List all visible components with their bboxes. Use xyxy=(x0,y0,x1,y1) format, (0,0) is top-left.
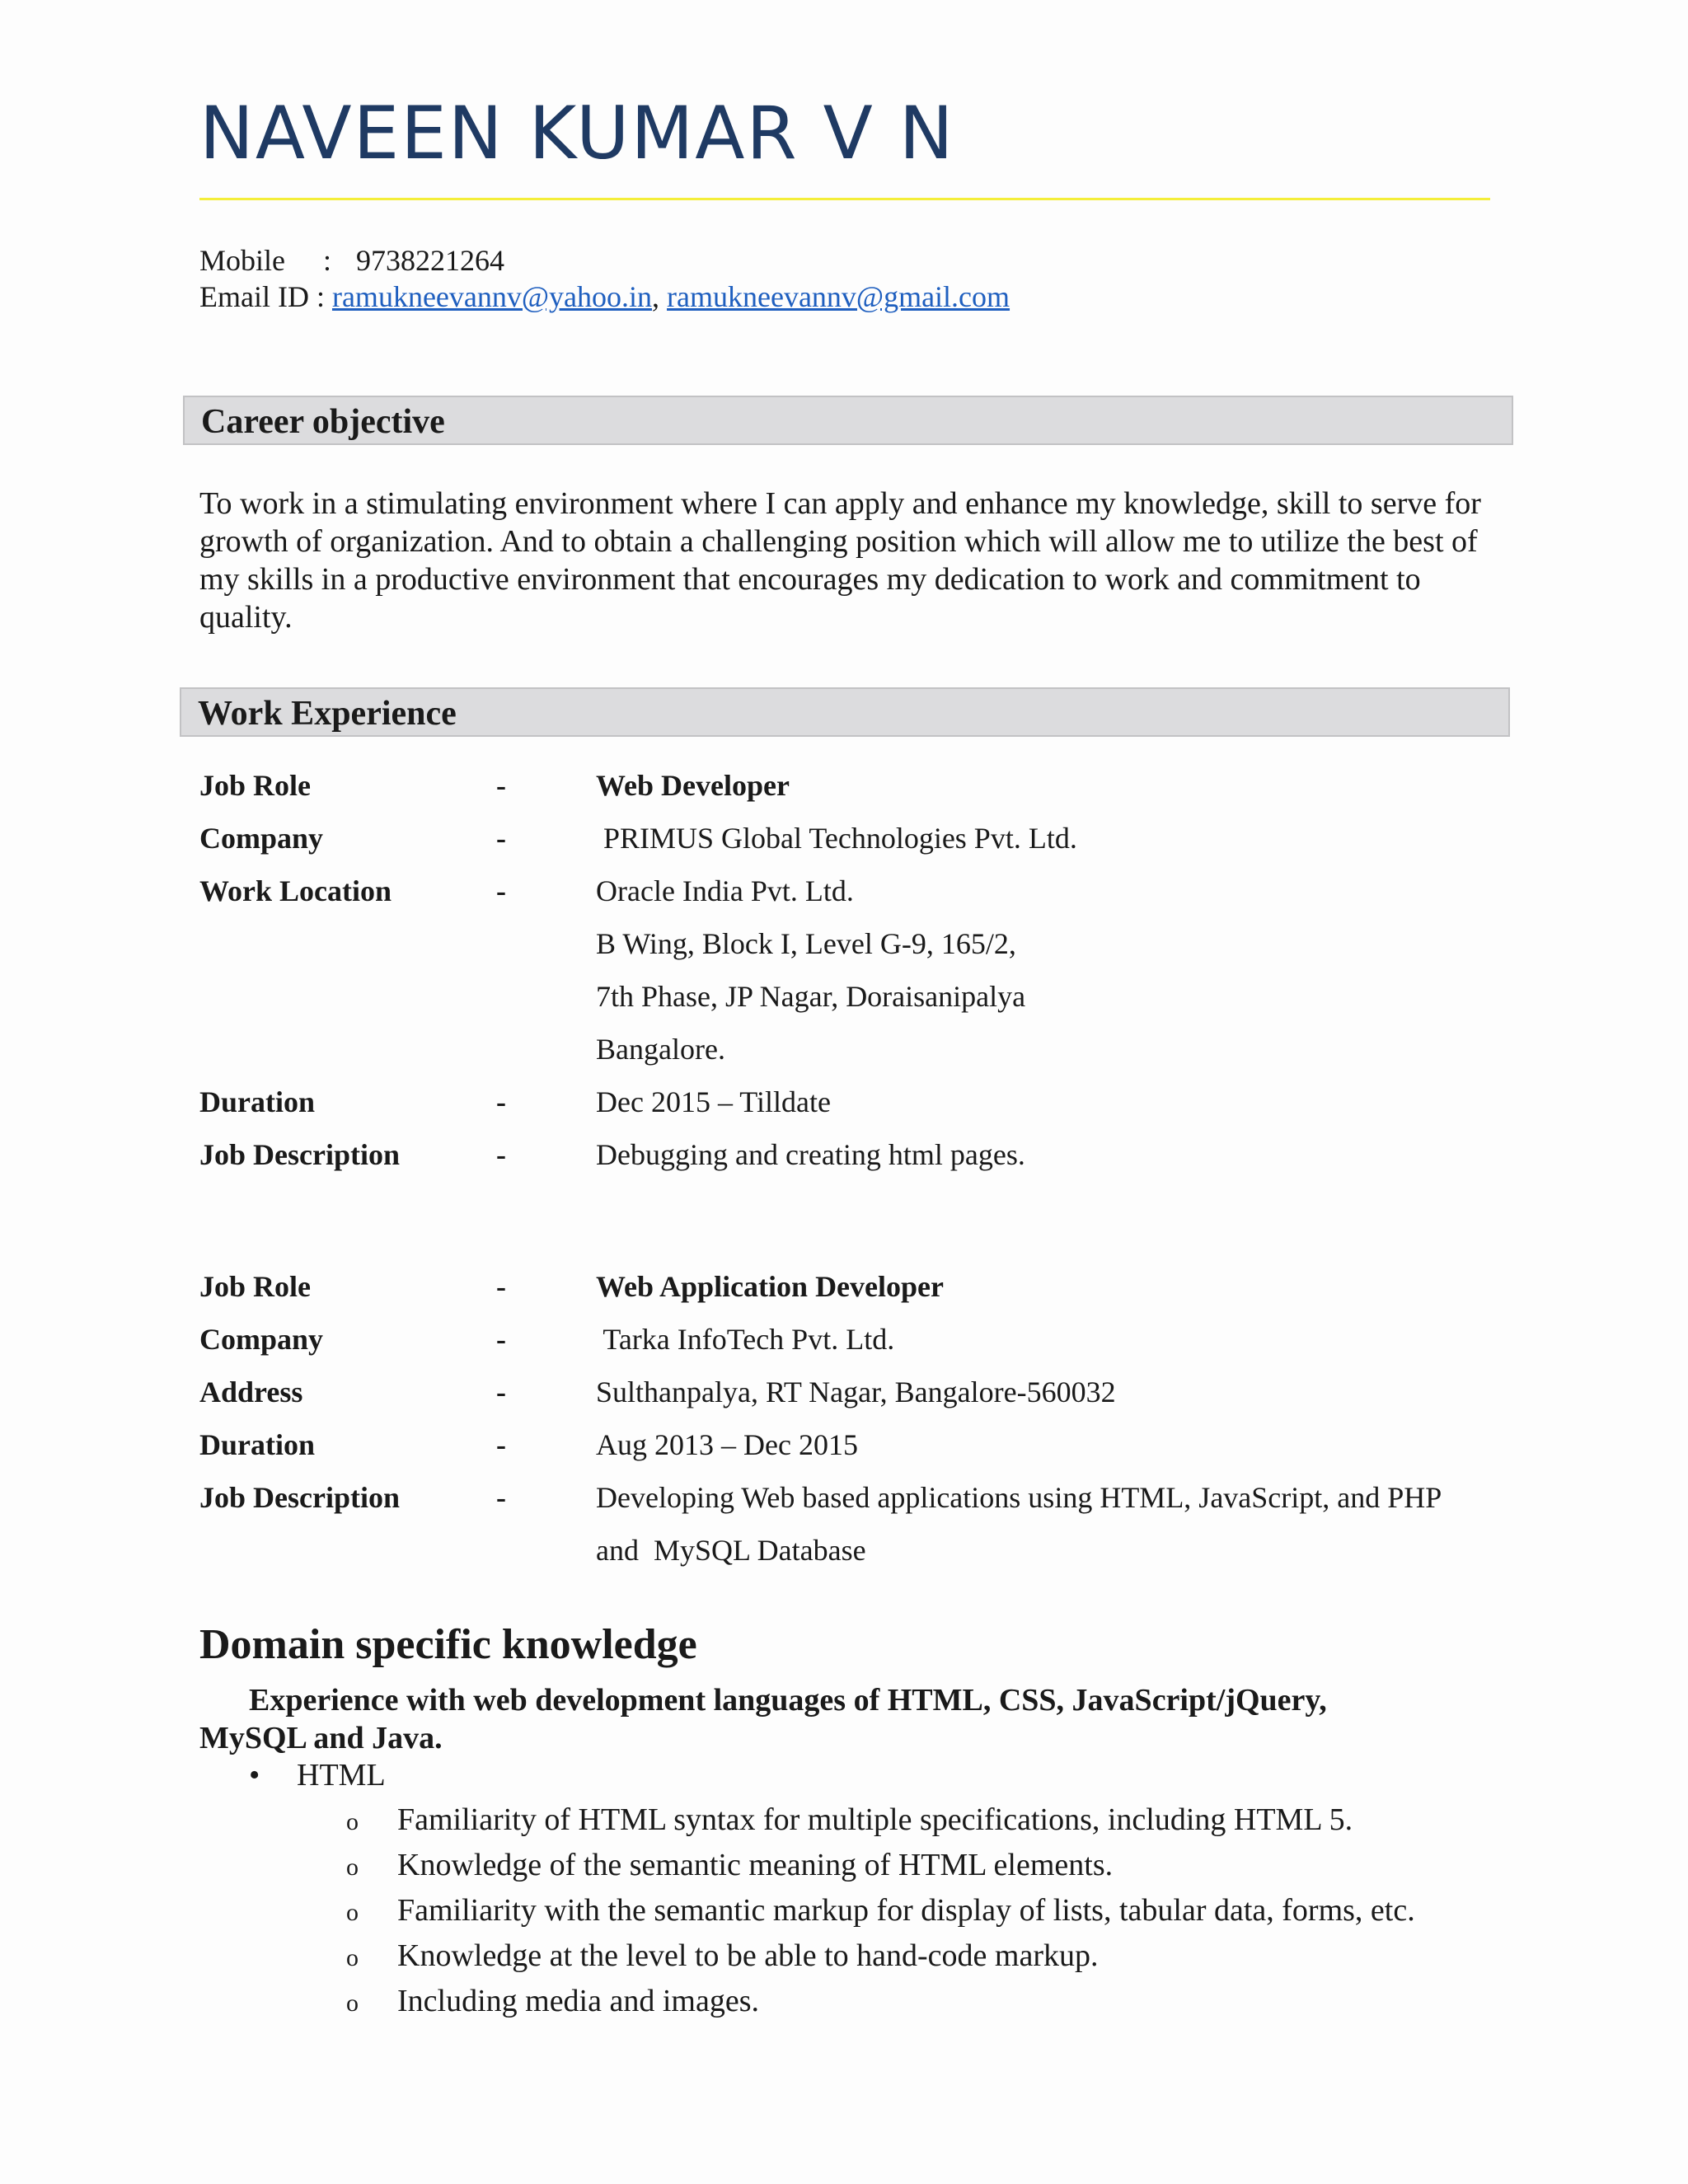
work-experience-header xyxy=(180,687,1510,737)
circle-bullet-icon: o xyxy=(346,1854,359,1881)
job-detail-value: Web Developer xyxy=(596,769,790,802)
job-detail-dash: - xyxy=(496,822,506,855)
bullet-icon: • xyxy=(249,1758,260,1793)
job-detail-value: 7th Phase, JP Nagar, Doraisanipalya xyxy=(596,980,1026,1013)
skill-text: Familiarity of HTML syntax for multiple specifications, including HTML 5. xyxy=(397,1802,1353,1837)
skill-text: Familiarity with the semantic markup for display of lists, tabular data, forms, etc. xyxy=(397,1893,1415,1928)
job-detail-dash: - xyxy=(496,1138,506,1171)
job-detail-row xyxy=(199,768,1518,821)
job-detail-row xyxy=(199,1375,1518,1427)
email-link-gmail[interactable]: ramukneevannv@gmail.com xyxy=(667,280,1010,313)
job-detail-key: Duration xyxy=(199,1428,316,1461)
job-entry-2 xyxy=(199,1269,1518,1586)
job-detail-row xyxy=(199,979,1518,1032)
list-item-html xyxy=(249,1757,386,1793)
career-objective-header xyxy=(183,396,1513,445)
section-title: Career objective xyxy=(201,403,445,441)
job-detail-dash: - xyxy=(496,1481,506,1514)
email-row xyxy=(199,279,1010,315)
circle-bullet-icon: o xyxy=(346,1944,359,1971)
job-detail-row xyxy=(199,821,1518,874)
job-detail-value: Debugging and creating html pages. xyxy=(596,1138,1025,1171)
job-detail-row xyxy=(199,874,1518,926)
section-title: Work Experience xyxy=(198,695,457,733)
job-detail-key: Job Description xyxy=(199,1138,400,1171)
candidate-name: NAVEEN KUMAR V N xyxy=(199,91,955,176)
email-label: Email ID : xyxy=(199,280,325,313)
job-detail-key: Job Description xyxy=(199,1481,400,1514)
skill-list-item xyxy=(346,1892,1415,1938)
job-detail-value: Tarka InfoTech Pvt. Ltd. xyxy=(596,1323,895,1356)
job-detail-key: Company xyxy=(199,1323,324,1356)
mobile-row xyxy=(199,242,1010,279)
job-detail-value: and MySQL Database xyxy=(596,1534,866,1567)
job-detail-value: Bangalore. xyxy=(596,1033,725,1066)
job-detail-dash: - xyxy=(496,1323,506,1356)
job-detail-dash: - xyxy=(496,1270,506,1303)
mobile-number: 9738221264 xyxy=(356,244,504,277)
job-detail-row xyxy=(199,1032,1518,1085)
name-underline xyxy=(199,198,1490,200)
job-detail-key: Address xyxy=(199,1376,303,1408)
mobile-label: Mobile xyxy=(199,244,285,277)
job-detail-value: Sulthanpalya, RT Nagar, Bangalore-560032 xyxy=(596,1376,1116,1408)
circle-bullet-icon: o xyxy=(346,1899,359,1926)
email-separator: , xyxy=(652,280,660,313)
job-detail-value: B Wing, Block I, Level G-9, 165/2, xyxy=(596,927,1016,960)
job-detail-row xyxy=(199,1480,1518,1533)
skill-list-item xyxy=(346,1802,1415,1847)
job-detail-row xyxy=(199,1269,1518,1322)
job-detail-row xyxy=(199,1533,1518,1586)
job-detail-value: Web Application Developer xyxy=(596,1270,944,1303)
html-skill-list xyxy=(346,1802,1415,2028)
job-detail-dash: - xyxy=(496,1376,506,1408)
job-detail-key: Work Location xyxy=(199,874,392,907)
contact-block xyxy=(199,242,1010,315)
job-detail-dash: - xyxy=(496,769,506,802)
skill-list-item xyxy=(346,1847,1415,1892)
skill-text: Knowledge of the semantic meaning of HTML elements. xyxy=(397,1848,1114,1882)
job-detail-value: Developing Web based applications using HTML, JavaScript, and PHP xyxy=(596,1481,1442,1514)
domain-knowledge-subtitle: Experience with web development languages of HTML, CSS, JavaScript/jQuery, MySQL and Java. xyxy=(199,1683,1327,1755)
job-detail-value: Oracle India Pvt. Ltd. xyxy=(596,874,854,907)
job-detail-row xyxy=(199,1085,1518,1137)
skill-list-item xyxy=(346,1983,1415,2028)
job-detail-value: Aug 2013 – Dec 2015 xyxy=(596,1428,858,1461)
job-detail-row xyxy=(199,926,1518,979)
job-detail-key: Company xyxy=(199,822,324,855)
job-detail-dash: - xyxy=(496,1085,506,1118)
mobile-colon: : xyxy=(323,244,332,277)
skill-text: Including media and images. xyxy=(397,1984,759,2018)
job-detail-dash: - xyxy=(496,874,506,907)
job-detail-value: Dec 2015 – Tilldate xyxy=(596,1085,831,1118)
circle-bullet-icon: o xyxy=(346,1808,359,1835)
job-detail-key: Job Role xyxy=(199,769,311,802)
email-link-yahoo[interactable]: ramukneevannv@yahoo.in xyxy=(331,280,653,313)
job-detail-row xyxy=(199,1137,1518,1190)
job-detail-row xyxy=(199,1427,1518,1480)
skill-list-item xyxy=(346,1938,1415,1983)
domain-knowledge-title: Domain specific knowledge xyxy=(199,1621,697,1668)
job-detail-key: Duration xyxy=(199,1085,316,1118)
job-detail-dash: - xyxy=(496,1428,506,1461)
career-objective-text: To work in a stimulating environment where I can apply and enhance my knowledge, skill to serve for growth of organization. And to obtain a challenging position which will allow me to utilize the best of my skills in a productive environment that encourages my dedication to work and commitment to quality. xyxy=(199,486,1481,635)
skill-text: Knowledge at the level to be able to hand-code markup. xyxy=(397,1938,1099,1973)
job-detail-value: PRIMUS Global Technologies Pvt. Ltd. xyxy=(596,822,1077,855)
job-detail-key: Job Role xyxy=(199,1270,311,1303)
circle-bullet-icon: o xyxy=(346,1990,359,2017)
job-detail-row xyxy=(199,1322,1518,1375)
list-item-label: HTML xyxy=(297,1758,386,1793)
job-entry-1 xyxy=(199,768,1518,1190)
